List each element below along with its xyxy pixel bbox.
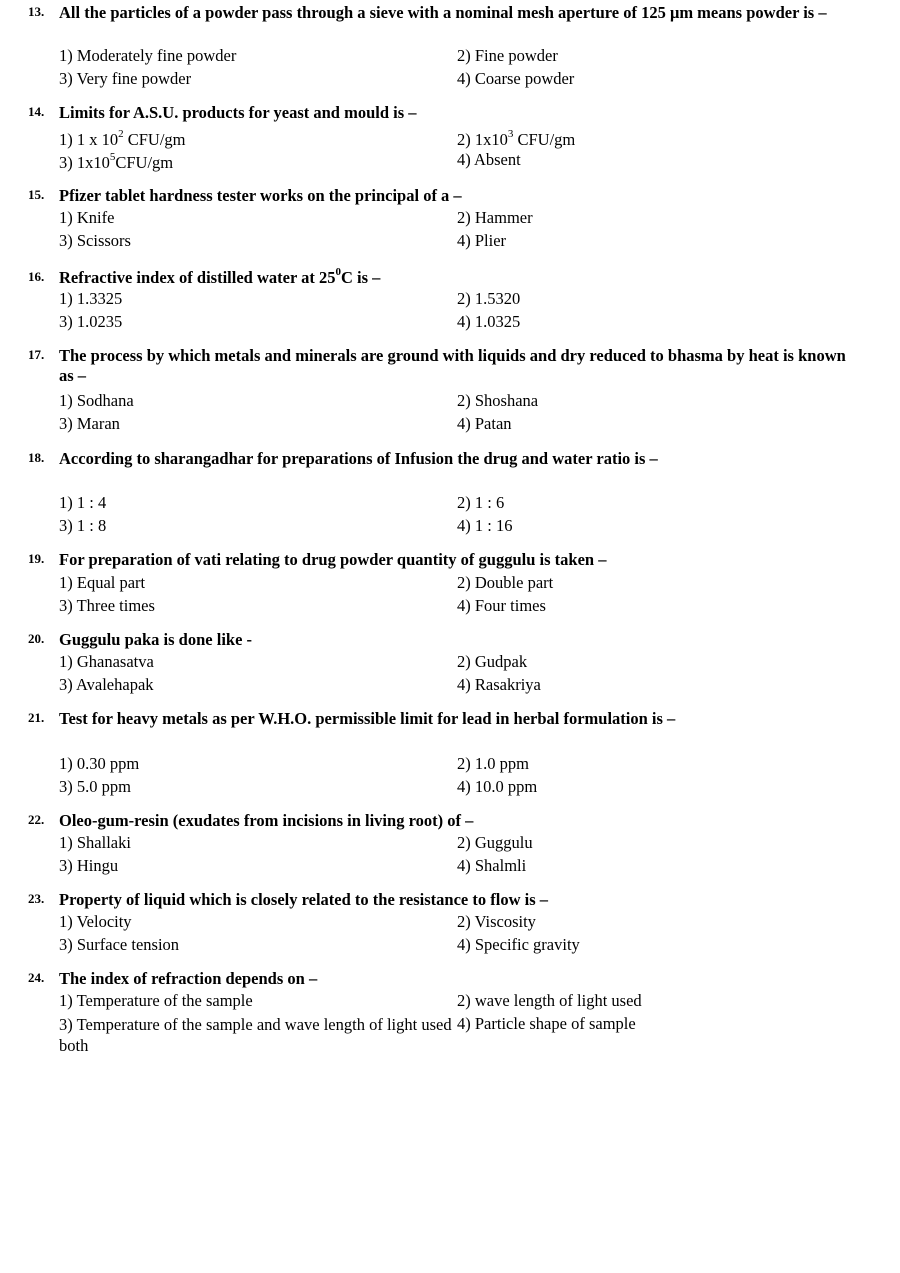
option-3: 3) 5.0 ppm — [59, 777, 131, 796]
question-number: 19. — [28, 551, 45, 566]
question-text: Test for heavy metals as per W.H.O. permissible limit for lead in herbal formulation is – — [59, 709, 676, 728]
question-number: 24. — [28, 970, 45, 985]
option-4: 4) Particle shape of sample — [457, 1014, 636, 1033]
question-text: Oleo-gum-resin (exudates from incisions in living root) of – — [59, 811, 474, 830]
option-2: 2) Shoshana — [457, 391, 539, 410]
option-2: 2) Fine powder — [457, 46, 558, 65]
option-1: 1) 1.3325 — [59, 289, 123, 308]
question-text: The process by which metals and minerals are ground with liquids and dry reduced to bhasma by heat is known as – — [59, 346, 846, 385]
question-number: 15. — [28, 187, 45, 202]
option-4: 4) 1.0325 — [457, 312, 521, 331]
option-3: 3) Surface tension — [59, 935, 180, 954]
option-1: 1) Velocity — [59, 912, 132, 931]
question-number: 13. — [28, 4, 45, 19]
option-1: 1) Ghanasatva — [59, 652, 154, 671]
option-2: 2) $1x10^3$ CFU/gm — [457, 127, 576, 149]
option-3: 3) 1.0235 — [59, 312, 123, 331]
question-text: All the particles of a powder pass through a sieve with a nominal mesh aperture of 125 μm means powder is – — [59, 3, 827, 22]
option-2: 2) Gudpak — [457, 652, 528, 671]
option-3: 3) Three times — [59, 596, 155, 615]
question-number: 17. — [28, 347, 45, 362]
option-2: 2) Guggulu — [457, 833, 533, 852]
option-1: 1) Knife — [59, 208, 115, 227]
option-1: 1) Moderately fine powder — [59, 46, 237, 65]
option-3: 3) Maran — [59, 414, 120, 433]
option-1: 1) 1 x $10^2$ CFU/gm — [59, 127, 186, 149]
question-text: Property of liquid which is closely related to the resistance to flow is – — [59, 890, 548, 909]
option-4: 4) 1 : 16 — [457, 516, 513, 535]
question-number: 16. — [28, 269, 45, 284]
option-2: 2) 1.0 ppm — [457, 754, 529, 773]
option-4: 4) Four times — [457, 596, 546, 615]
option-2: 2) 1 : 6 — [457, 493, 505, 512]
option-1: 1) 0.30 ppm — [59, 754, 140, 773]
question-text: Pfizer tablet hardness tester works on the principal of a – — [59, 186, 462, 205]
question-text: Refractive index of distilled water at $25^0C$ is – — [59, 265, 381, 287]
option-3: 3) Scissors — [59, 231, 131, 250]
option-3: 3) Hingu — [59, 856, 119, 875]
question-number: 23. — [28, 891, 45, 906]
question-text: Limits for A.S.U. products for yeast and mould is – — [59, 103, 417, 122]
option-2: 2) 1.5320 — [457, 289, 521, 308]
option-1: 1) Sodhana — [59, 391, 134, 410]
question-text: Guggulu paka is done like - — [59, 630, 253, 649]
question-text: According to sharangadhar for preparations of Infusion the drug and water ratio is – — [59, 449, 658, 468]
option-3: 3) Very fine powder — [59, 69, 192, 88]
option-1: 1) Shallaki — [59, 833, 131, 852]
option-4: 4) Coarse powder — [457, 69, 575, 88]
question-number: 14. — [28, 104, 45, 119]
option-4: 4) Rasakriya — [457, 675, 541, 694]
option-2: 2) wave length of light used — [457, 991, 642, 1010]
option-4: 4) Absent — [457, 150, 521, 169]
question-number: 18. — [28, 450, 45, 465]
option-3: 3) Temperature of the sample and wave length of light used both — [59, 1015, 452, 1055]
option-4: 4) 10.0 ppm — [457, 777, 538, 796]
option-4: 4) Patan — [457, 414, 512, 433]
option-1: 1) Temperature of the sample — [59, 991, 253, 1010]
option-1: 1) Equal part — [59, 573, 146, 592]
question-number: 21. — [28, 710, 45, 725]
option-4: 4) Specific gravity — [457, 935, 580, 954]
question-text: The index of refraction depends on – — [59, 969, 318, 988]
question-number: 20. — [28, 631, 45, 646]
option-4: 4) Plier — [457, 231, 507, 250]
option-2: 2) Viscosity — [457, 912, 536, 931]
option-4: 4) Shalmli — [457, 856, 527, 875]
option-2: 2) Hammer — [457, 208, 533, 227]
option-3: 3) $1x10^5CFU/gm$ — [59, 150, 174, 172]
option-3: 3) 1 : 8 — [59, 516, 107, 535]
question-number: 22. — [28, 812, 45, 827]
question-text: For preparation of vati relating to drug powder quantity of guggulu is taken – — [59, 550, 607, 569]
option-3: 3) Avalehapak — [59, 675, 154, 694]
option-2: 2) Double part — [457, 573, 554, 592]
option-1: 1) 1 : 4 — [59, 493, 107, 512]
